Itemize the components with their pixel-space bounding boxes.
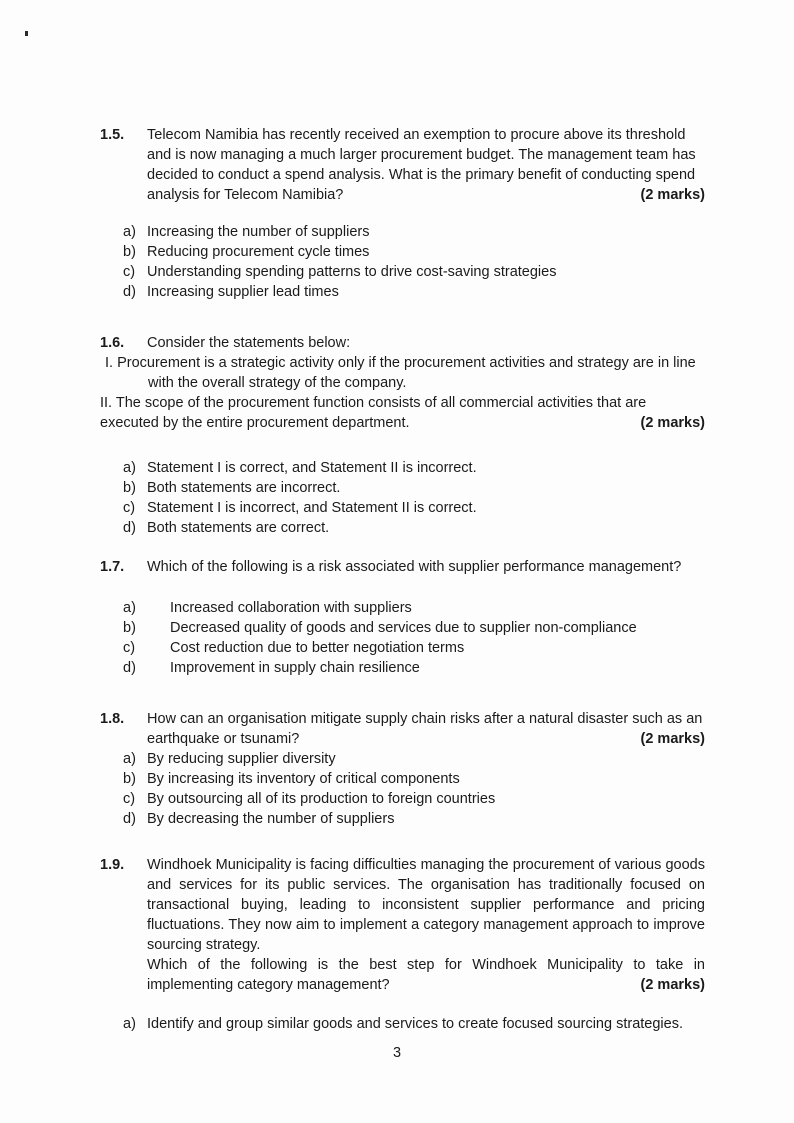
option-text: By decreasing the number of suppliers bbox=[147, 811, 395, 827]
question-number: 1.8. bbox=[100, 711, 125, 727]
option-text: Increasing supplier lead times bbox=[147, 284, 339, 300]
option-b bbox=[123, 242, 705, 262]
question-1-6-options bbox=[100, 458, 705, 538]
question-1-6-head bbox=[100, 333, 705, 353]
option-text: Cost reduction due to better negotiation terms bbox=[170, 640, 465, 656]
question-number: 1.9. bbox=[100, 857, 125, 873]
option-letter: a) bbox=[123, 460, 136, 476]
question-body bbox=[147, 125, 705, 205]
question-text: Telecom Namibia has recently received an exemption to procure above its threshold and is now managing a much larger procurement budget. The management team has decided to conduct a spend analysis. What is the primary benefit of conducting spend analysis for Telecom Namibia? bbox=[147, 127, 696, 203]
marks-label: (2 marks) bbox=[640, 977, 705, 993]
option-a bbox=[123, 598, 705, 618]
question-intro bbox=[147, 333, 705, 353]
question-text: Windhoek Municipality is facing difficulties managing the procurement of various goods and services for its public services. The organisation has traditionally focused on transactional buying, leading to inconsistent supplier performance and pricing fluctuations. They now aim to implement a category management approach to improve sourcing strategy. bbox=[147, 857, 705, 953]
option-a bbox=[123, 1014, 705, 1034]
option-text: Reducing procurement cycle times bbox=[147, 244, 370, 260]
option-b bbox=[123, 769, 705, 789]
option-letter: a) bbox=[123, 600, 136, 616]
question-1-7 bbox=[100, 557, 705, 678]
marks-label: (2 marks) bbox=[640, 731, 705, 747]
option-letter: c) bbox=[123, 791, 136, 807]
question-1-6 bbox=[100, 333, 705, 538]
question-1-7-options bbox=[100, 598, 705, 678]
option-d bbox=[123, 809, 705, 829]
option-letter: c) bbox=[123, 640, 136, 656]
statement-2 bbox=[100, 393, 705, 433]
question-number: 1.6. bbox=[100, 335, 125, 351]
option-a bbox=[123, 222, 705, 242]
marks-label: (2 marks) bbox=[640, 187, 705, 203]
question-text: How can an organisation mitigate supply chain risks after a natural disaster such as an earthquake or tsunami? bbox=[147, 711, 703, 747]
question-1-5-options bbox=[100, 222, 705, 302]
marks-label: (2 marks) bbox=[640, 415, 705, 431]
option-text: Increased collaboration with suppliers bbox=[170, 600, 412, 616]
question-1-8-head bbox=[100, 709, 705, 749]
option-letter: b) bbox=[123, 244, 136, 260]
question-body bbox=[147, 557, 705, 577]
option-b bbox=[123, 478, 705, 498]
option-letter: b) bbox=[123, 771, 136, 787]
option-letter: d) bbox=[123, 660, 136, 676]
question-1-5-head bbox=[100, 125, 705, 205]
question-1-9-head bbox=[100, 855, 705, 995]
question-text: Which of the following is a risk associated with supplier performance management? bbox=[147, 559, 682, 575]
option-c bbox=[123, 789, 705, 809]
option-letter: d) bbox=[123, 284, 136, 300]
option-letter: d) bbox=[123, 811, 136, 827]
question-body bbox=[147, 855, 705, 995]
statement-1: I. Procurement is a strategic activity only if the procurement activities and strategy are in line with the overall strategy of the company. bbox=[105, 355, 696, 391]
option-c bbox=[123, 638, 705, 658]
scan-artifact bbox=[25, 31, 28, 36]
option-text: Improvement in supply chain resilience bbox=[170, 660, 420, 676]
option-text: Increasing the number of suppliers bbox=[147, 224, 370, 240]
option-letter: a) bbox=[123, 751, 136, 767]
option-text: By increasing its inventory of critical components bbox=[147, 771, 460, 787]
option-letter: b) bbox=[123, 480, 136, 496]
option-a bbox=[123, 458, 705, 478]
option-text: Both statements are correct. bbox=[147, 520, 330, 536]
option-d bbox=[123, 282, 705, 302]
option-text: By reducing supplier diversity bbox=[147, 751, 336, 767]
option-letter: a) bbox=[123, 224, 136, 240]
question-1-8 bbox=[100, 709, 705, 829]
option-text: Identify and group similar goods and services to create focused sourcing strategies. bbox=[147, 1016, 683, 1032]
page-number: 3 bbox=[392, 1045, 402, 1061]
option-a bbox=[123, 749, 705, 769]
option-letter: c) bbox=[123, 500, 136, 516]
question-1-9-options bbox=[100, 1014, 705, 1034]
option-c bbox=[123, 498, 705, 518]
option-b bbox=[123, 618, 705, 638]
option-d bbox=[123, 518, 705, 538]
question-text: Consider the statements below: bbox=[147, 335, 351, 351]
option-letter: a) bbox=[123, 1016, 136, 1032]
statement-2-text: II. The scope of the procurement function consists of all commercial activities that are executed by the entire procurement department. bbox=[100, 395, 647, 431]
option-letter: d) bbox=[123, 520, 136, 536]
option-text: Statement I is incorrect, and Statement II is correct. bbox=[147, 500, 477, 516]
option-letter: b) bbox=[123, 620, 136, 636]
question-body bbox=[147, 709, 705, 749]
question-text-2: Which of the following is the best step for Windhoek Municipality to take in implementing category management? (2 marks) bbox=[147, 957, 705, 993]
option-c bbox=[123, 262, 705, 282]
option-text: Understanding spending patterns to drive cost-saving strategies bbox=[147, 264, 557, 280]
option-text: Decreased quality of goods and services due to supplier non-compliance bbox=[170, 620, 637, 636]
question-number: 1.5. bbox=[100, 127, 125, 143]
question-1-7-head bbox=[100, 557, 705, 577]
question-1-9 bbox=[100, 855, 705, 1034]
option-d bbox=[123, 658, 705, 678]
option-text: Statement I is correct, and Statement II is incorrect. bbox=[147, 460, 477, 476]
option-text: By outsourcing all of its production to foreign countries bbox=[147, 791, 496, 807]
question-number: 1.7. bbox=[100, 559, 125, 575]
question-1-8-options bbox=[100, 749, 705, 829]
option-letter: c) bbox=[123, 264, 136, 280]
option-text: Both statements are incorrect. bbox=[147, 480, 341, 496]
question-1-5 bbox=[100, 125, 705, 302]
